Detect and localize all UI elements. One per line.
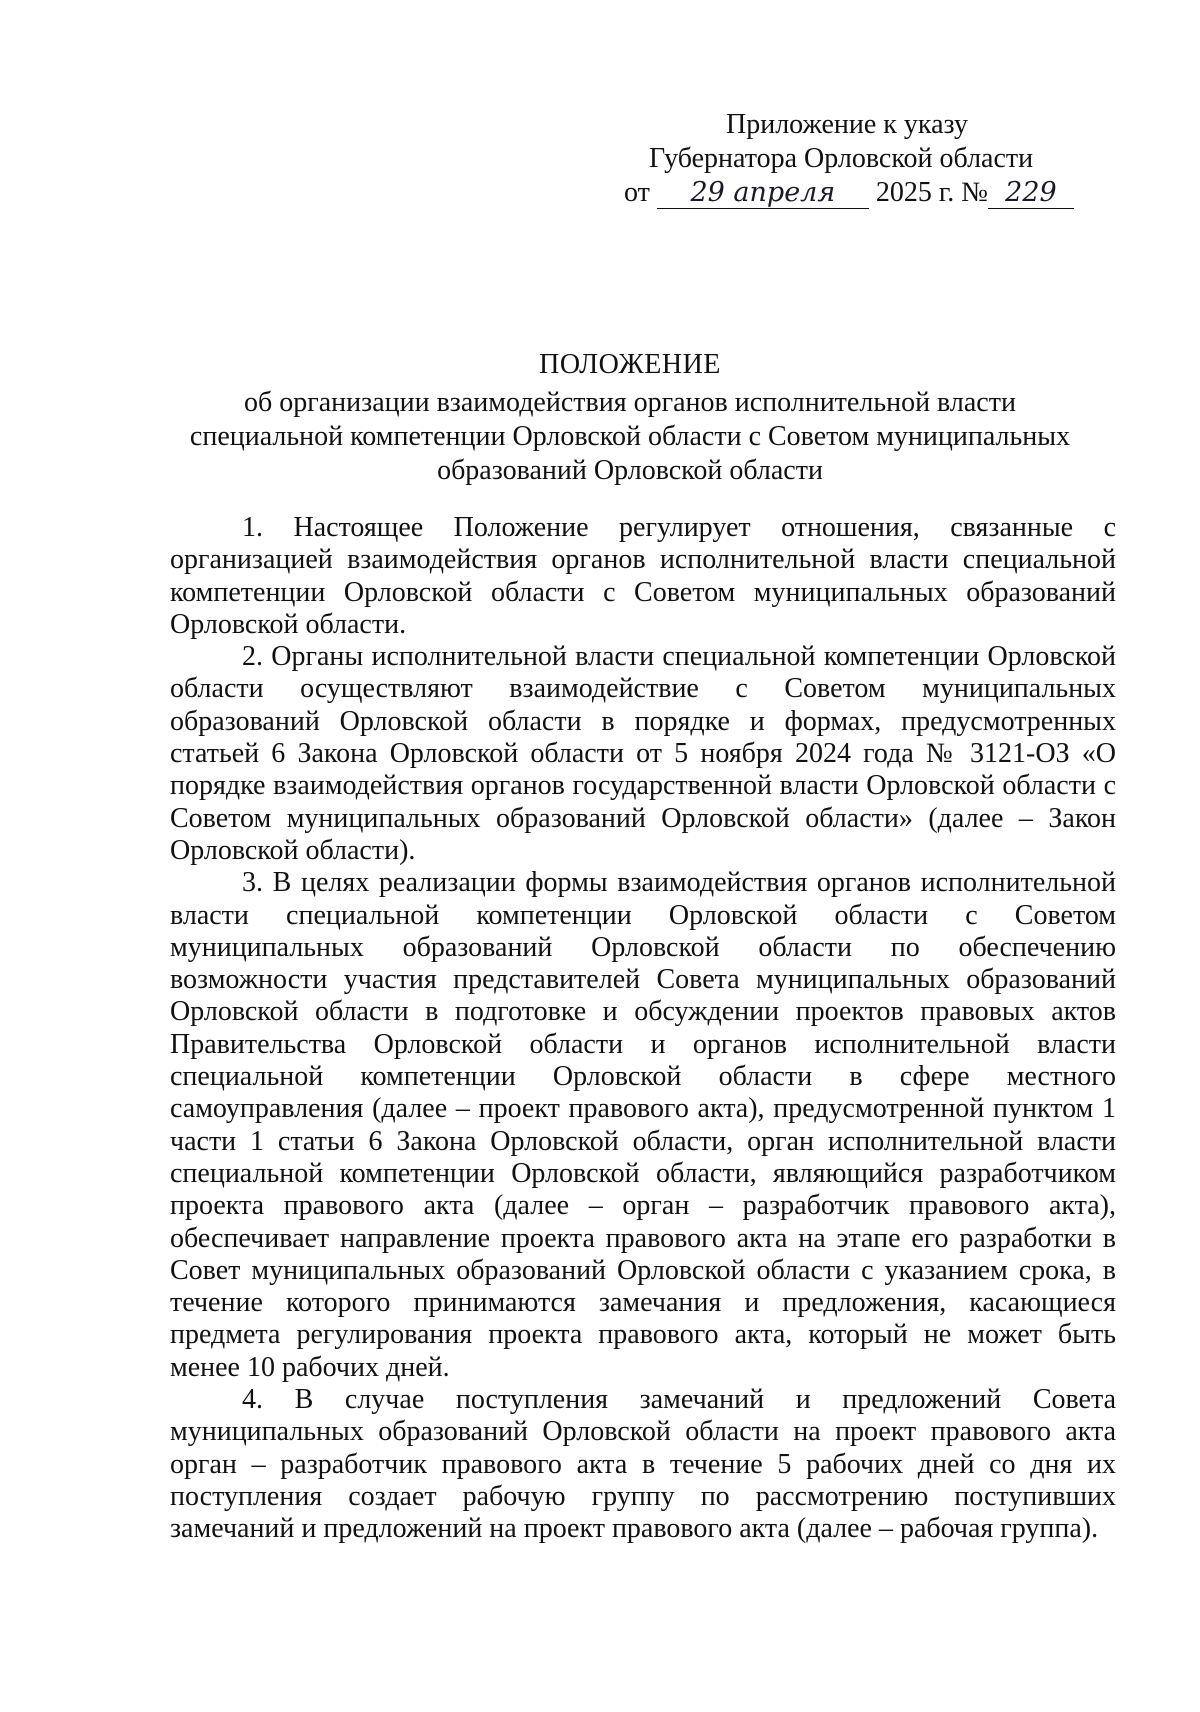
appendix-header bbox=[600, 108, 1070, 210]
document-title: ПОЛОЖЕНИЕ bbox=[539, 349, 721, 380]
appendix-line-2: Губернатора Орловской области bbox=[649, 143, 1034, 174]
handwritten-date: 29 апреля bbox=[657, 178, 869, 209]
paragraph-3: 3. В целях реализации формы взаимодействия органов исполнительной власти специальной компетенции Орловской области с Советом муниципальных образований Орловской области по обеспечению возможности участия представителей Совета муниципальных образований Орловской области в подготовке и обсуждении проектов правовых актов Правительства Орловской области и органов исполнительной власти специальной компетенции Орловской области в сфере местного самоуправления (далее – проект правового акта), предусмотренной пунктом 1 части 1 статьи 6 Закона Орловской области, орган исполнительной власти специальной компетенции Орловской области, являющийся разработчиком проекта правового акта (далее – орган – разработчик правового акта), обеспечивает направление проекта правового акта на этапе его разработки в Совет муниципальных образований Орловской области с указанием срока, в течение которого принимаются замечания и предложения, касающиеся предмета регулирования проекта правового акта, который не может быть менее 10 рабочих дней. bbox=[170, 867, 1116, 1383]
document-title-block bbox=[150, 348, 1110, 488]
document-subtitle-line-3: образований Орловской области bbox=[437, 455, 823, 486]
date-prefix: от bbox=[624, 177, 650, 208]
appendix-date-line bbox=[600, 176, 1070, 210]
document-subtitle-line-1: об организации взаимодействия органов исполнительной власти bbox=[244, 387, 1016, 418]
paragraph-4: 4. В случае поступления замечаний и предложений Совета муниципальных образований Орловской области на проект правового акта орган – разработчик правового акта в течение 5 рабочих дней со дня их поступления создает рабочую группу по рассмотрению поступивших замечаний и предложений на проект правового акта (далее – рабочая группа). bbox=[170, 1384, 1116, 1545]
paragraph-1: 1. Настоящее Положение регулирует отношения, связанные с организацией взаимодействия органов исполнительной власти специальной компетенции Орловской области с Советом муниципальных образований Орловской области. bbox=[170, 512, 1116, 640]
document-subtitle-line-2: специальной компетенции Орловской области с Советом муниципальных bbox=[189, 421, 1071, 452]
handwritten-number: 229 bbox=[988, 178, 1074, 209]
year-text: 2025 г. № bbox=[875, 177, 988, 208]
paragraph-2: 2. Органы исполнительной власти специальной компетенции Орловской области осуществляют взаимодействие с Советом муниципальных образований Орловской области в порядке и формах, предусмотренных статьей 6 Закона Орловской области от 5 ноября 2024 года № 3121-ОЗ «О порядке взаимодействия органов государственной власти Орловской области с Советом муниципальных образований Орловской области» (далее – Закон Орловской области). bbox=[170, 641, 1116, 866]
document-body bbox=[170, 512, 1116, 1546]
appendix-line-1: Приложение к указу bbox=[726, 109, 968, 140]
